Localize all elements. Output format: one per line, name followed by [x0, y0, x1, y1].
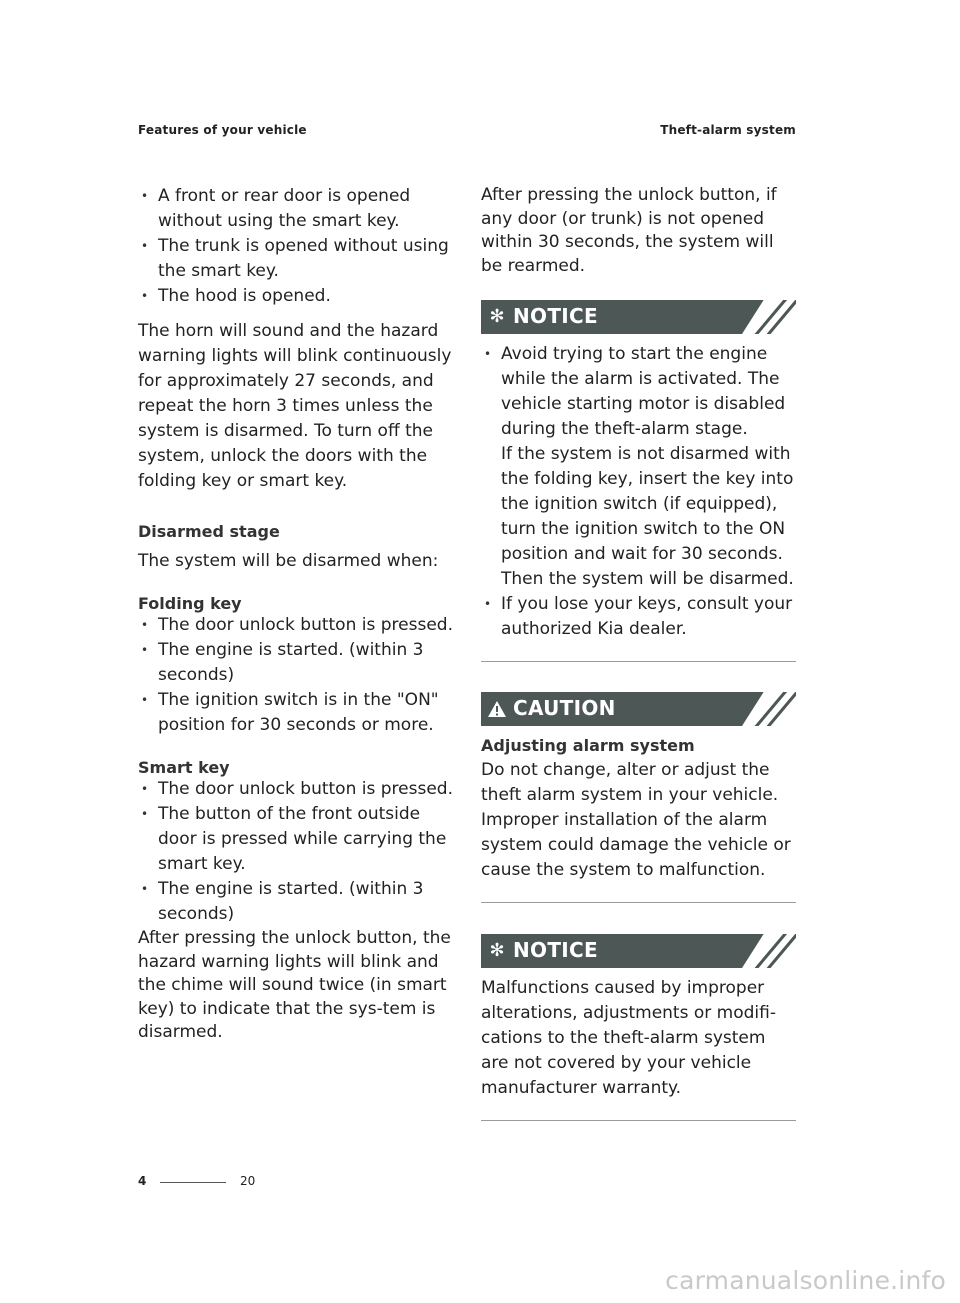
divider: [481, 661, 796, 662]
section-heading-disarmed: Disarmed stage: [138, 522, 280, 541]
asterisk-icon: ✻: [489, 306, 505, 327]
watermark: carmanualsonline.info: [665, 1266, 946, 1295]
list-item: • The door unlock button is pressed.: [138, 777, 453, 802]
asterisk-icon: ✻: [489, 940, 505, 961]
notice-title: NOTICE: [513, 304, 598, 328]
list-item: • A front or rear door is opened without using the smart key.: [138, 184, 453, 234]
alarm-description-paragraph: The horn will sound and the hazard warning lights will blink continuously for approximately 27 seconds, and repeat the horn 3 times unless the system is disarmed. To turn off the system, unlock the doors with the folding key or smart key.: [138, 321, 452, 491]
disarm-indication-paragraph: After pressing the unlock button, the hazard warning lights will blink and the chime will sound twice (in smart key) to indicate that the sys-tem is disarmed.: [138, 928, 451, 1042]
list-item: • The button of the front outside door is pressed while carrying the smart key.: [138, 802, 453, 877]
list-item: • Avoid trying to start the engine while the alarm is activated. The vehicle starting motor is disabled during the theft-alarm stage.: [481, 342, 796, 442]
banner-slash-decoration: [742, 934, 796, 968]
notice-banner: [481, 300, 796, 334]
list-item: • The trunk is opened without using the smart key.: [138, 234, 453, 284]
list-item: • The engine is started. (within 3 seconds): [138, 638, 453, 688]
list-item: • If you lose your keys, consult your authorized Kia dealer.: [481, 592, 796, 642]
caution-title: CAUTION: [513, 696, 616, 720]
page-number: 20: [240, 1174, 256, 1188]
footer-rule: [160, 1182, 226, 1183]
right-column: [481, 184, 796, 1121]
subheading-smart-key: Smart key: [138, 758, 230, 777]
notice-title: NOTICE: [513, 938, 598, 962]
list-item: • The hood is opened.: [138, 284, 453, 309]
list-item: • The ignition switch is in the "ON" position for 30 seconds or more.: [138, 688, 453, 738]
subheading-folding-key: Folding key: [138, 594, 242, 613]
caution-banner: [481, 692, 796, 726]
caution-text: Do not change, alter or adjust the theft alarm system in your vehicle. Improper installation of the alarm system could damage the vehicle or cause the system to malfunction.: [481, 760, 791, 880]
list-item: • The door unlock button is pressed.: [138, 613, 453, 638]
running-header-left: Features of your vehicle: [138, 123, 307, 137]
divider: [481, 902, 796, 903]
running-header-right: Theft-alarm system: [660, 123, 796, 137]
chapter-number: 4: [138, 1174, 147, 1188]
disarmed-intro: The system will be disarmed when:: [138, 551, 439, 571]
warning-triangle-icon: [487, 699, 507, 719]
notice-continuation: If the system is not disarmed with the folding key, insert the key into the ignition switch (if equipped), turn the ignition switch to the ON position and wait for 30 seconds. Then the system will be disarmed.: [501, 444, 794, 589]
banner-slash-decoration: [742, 300, 796, 334]
list-item: • The engine is started. (within 3 seconds): [138, 877, 453, 927]
divider: [481, 1120, 796, 1121]
rearm-paragraph: After pressing the unlock button, if any door (or trunk) is not opened within 30 seconds, the system will be rearmed.: [481, 185, 777, 276]
notice-warranty-text: Malfunctions caused by improper alterations, adjustments or modifi-cations to the theft-alarm system are not covered by your vehicle manufacturer warranty.: [481, 978, 776, 1098]
banner-slash-decoration: [742, 692, 796, 726]
left-column: [138, 184, 453, 1045]
notice-banner: [481, 934, 796, 968]
caution-subheading: Adjusting alarm system: [481, 736, 695, 755]
